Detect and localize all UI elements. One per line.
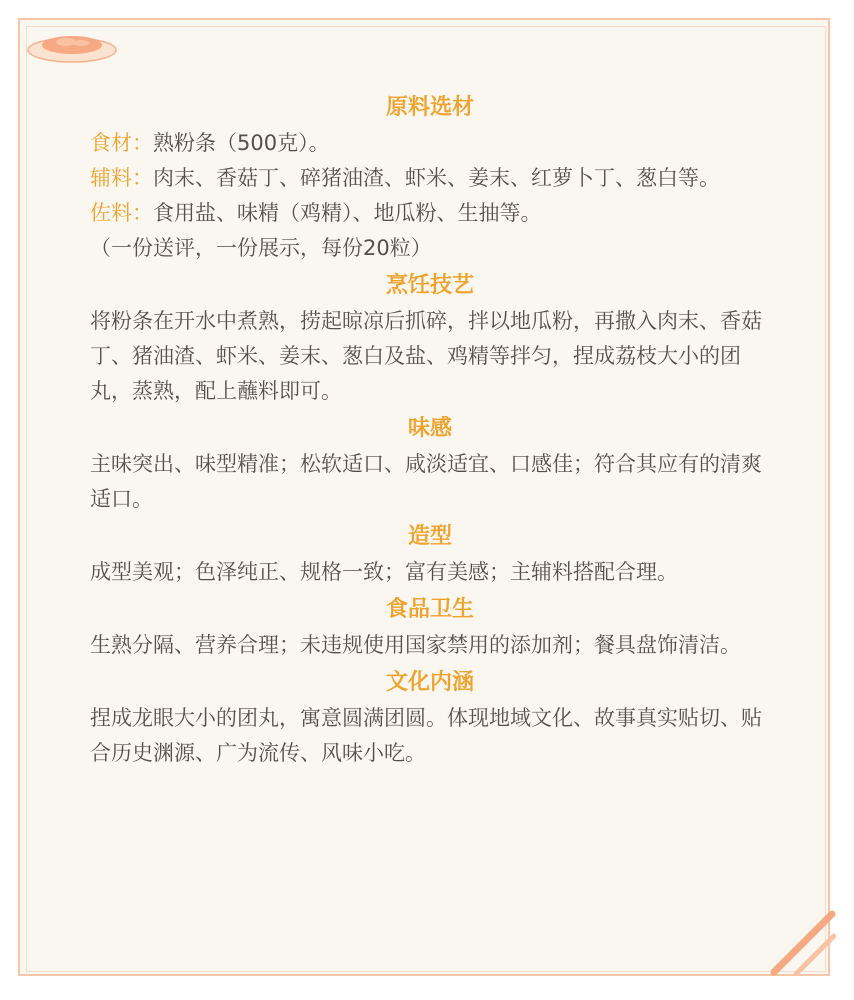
recipe-content: [90, 88, 770, 771]
heading-technique: 烹饪技艺: [385, 273, 474, 298]
main-ingredient-line: [90, 126, 770, 161]
hygiene-text: 生熟分隔、营养合理；未违规使用国家禁用的添加剂；餐具盘饰清洁。: [90, 633, 741, 657]
taste-text: 主味突出、味型精准；松软适口、咸淡适宜、口感佳；符合其应有的清爽适口。: [90, 452, 762, 511]
heading-materials: 原料选材: [385, 95, 474, 120]
heading-shape: 造型: [407, 524, 452, 549]
heading-hygiene: 食品卫生: [385, 597, 474, 622]
culture-text: 捏成龙眼大小的团丸，寓意圆满团圆。体现地域文化、故事真实贴切、贴合历史渊源、广为流传、风味小吃。: [90, 706, 762, 765]
seasoning-label: 佐料：: [90, 201, 153, 225]
aux-ingredient-text: 肉末、香菇丁、碎猪油渣、虾米、姜末、红萝卜丁、葱白等。: [153, 166, 720, 190]
seasoning-text: 食用盐、味精（鸡精）、地瓜粉、生抽等。: [153, 201, 542, 225]
seasoning-line: [90, 196, 770, 231]
technique-text: 将粉条在开水中煮熟，捞起晾凉后抓碎，拌以地瓜粉，再撒入肉末、香菇丁、猪油渣、虾米、姜末、葱白及盐、鸡精等拌匀，捏成荔枝大小的团丸，蒸熟，配上蘸料即可。: [90, 309, 762, 403]
shape-text: 成型美观；色泽纯正、规格一致；富有美感；主辅料搭配合理。: [90, 560, 678, 584]
main-ingredient-text: 熟粉条（500克）。: [153, 131, 330, 155]
chopsticks-icon: [766, 906, 836, 976]
rice-bowl-icon: [26, 28, 118, 68]
aux-ingredient-line: [90, 161, 770, 196]
main-ingredient-label: 食材：: [90, 131, 153, 155]
aux-ingredient-label: 辅料：: [90, 166, 153, 190]
heading-taste: 味感: [407, 416, 452, 441]
heading-culture: 文化内涵: [385, 670, 474, 695]
portion-note: （一份送评，一份展示，每份20粒）: [90, 236, 432, 260]
